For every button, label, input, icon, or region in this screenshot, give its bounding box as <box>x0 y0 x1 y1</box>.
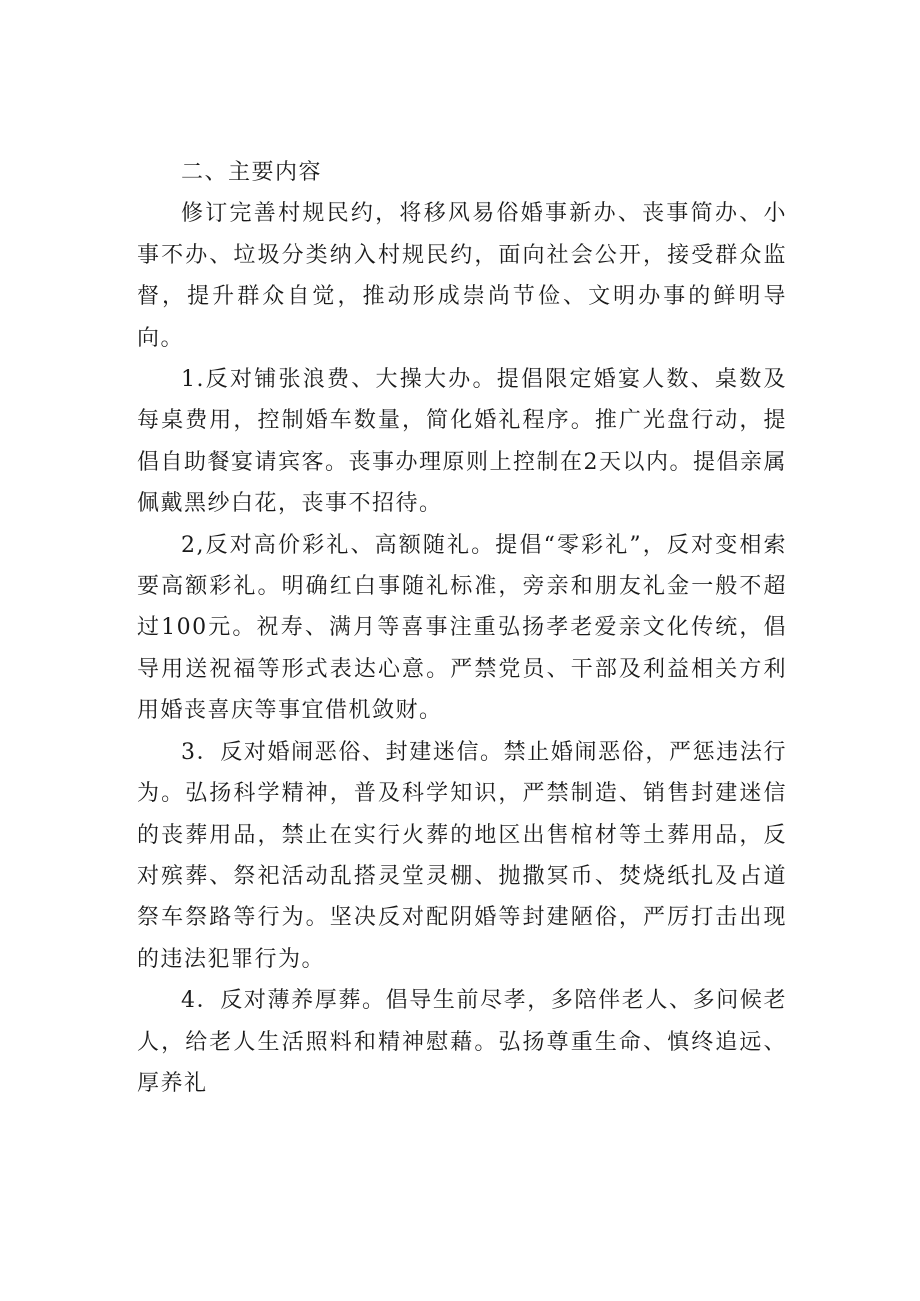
item-3-paragraph: 3．反对婚闹恶俗、封建迷信。禁止婚闹恶俗，严惩违法行为。弘扬科学精神，普及科学知识，严禁制造、销售封建迷信的丧葬用品，禁止在实行火葬的地区出售棺材等土葬用品，反对殡葬、祭祀活动乱搭灵堂灵棚、抛撒冥币、焚烧纸扎及占道祭车祭路等行为。坚决反对配阴婚等封建陋俗，严厉打击出现的违法犯罪行为。 <box>137 739 787 972</box>
section-heading: 二、主要内容 <box>181 160 323 185</box>
item-4-paragraph: 4．反对薄养厚葬。倡导生前尽孝，多陪伴老人、多问候老人，给老人生活照料和精神慰藉。弘扬尊重生命、慎终追远、厚养礼 <box>137 988 787 1096</box>
document-body <box>137 152 787 1104</box>
intro-paragraph: 修订完善村规民约，将移风易俗婚事新办、丧事简办、小事不办、垃圾分类纳入村规民约，面向社会公开，接受群众监督，提升群众自觉，推动形成崇尚节俭、文明办事的鲜明导向。 <box>137 201 787 351</box>
item-1-paragraph: 1.反对铺张浪费、大操大办。提倡限定婚宴人数、桌数及每桌费用，控制婚车数量，简化婚礼程序。推广光盘行动，提倡自助餐宴请宾客。丧事办理原则上控制在2天以内。提倡亲属佩戴黑纱白花，丧事不招待。 <box>137 367 787 517</box>
item-2-paragraph: 2,反对高价彩礼、高额随礼。提倡“零彩礼”，反对变相索要高额彩礼。明确红白事随礼标准，旁亲和朋友礼金一般不超过100元。祝寿、满月等喜事注重弘扬孝老爱亲文化传统，倡导用送祝福等形式表达心意。严禁党员、干部及利益相关方利用婚丧喜庆等事宜借机敛财。 <box>137 532 787 724</box>
